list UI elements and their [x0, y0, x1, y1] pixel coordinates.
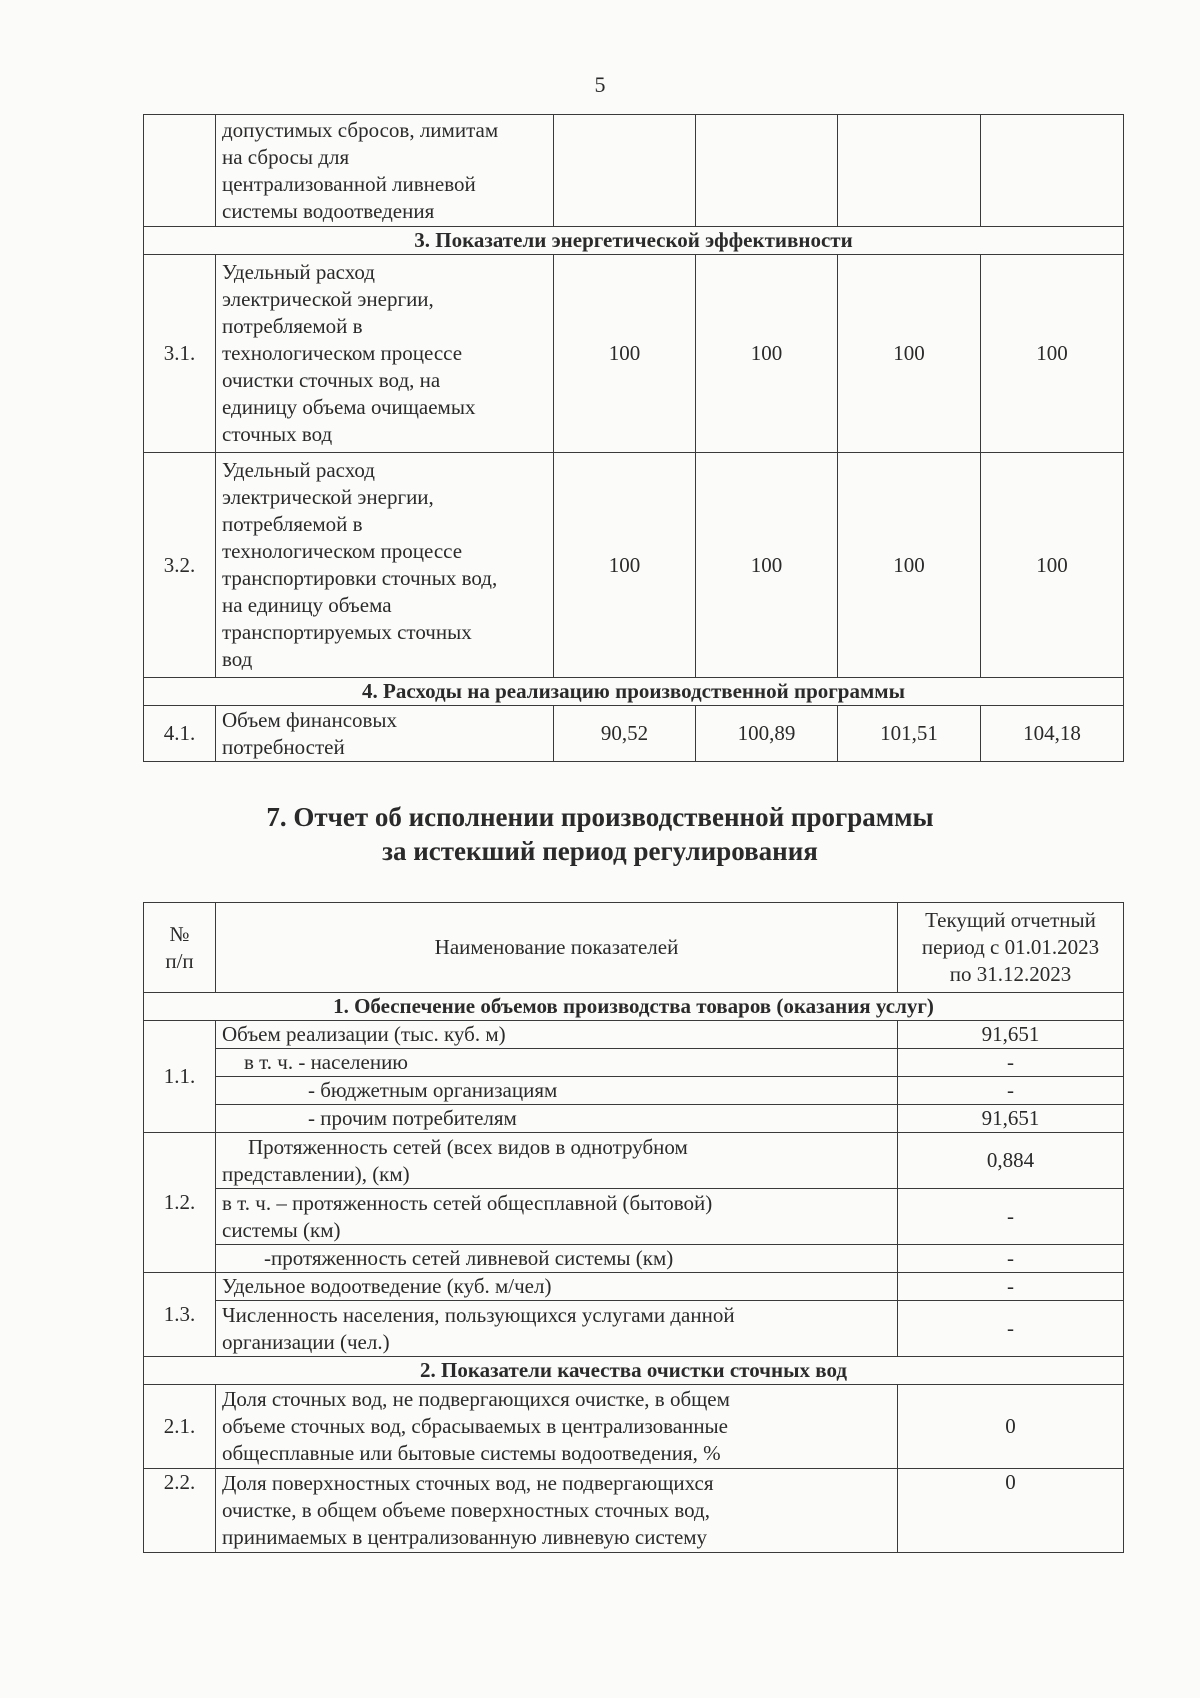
- table-row: 1.2. Протяженность сетей (всех видов в однотрубном представлении), (км) 0,884: [144, 1133, 1124, 1189]
- table-row: Численность населения, пользующихся услугами данной организации (чел.) -: [144, 1301, 1124, 1357]
- table-header-row: № п/п Наименование показателей Текущий отчетный период с 01.01.2023 по 31.12.2023: [144, 903, 1124, 993]
- section-2-title: 2. Показатели качества очистки сточных вод: [144, 1357, 1124, 1385]
- page-number: 5: [594, 72, 606, 97]
- table-row: 2.2. Доля поверхностных сточных вод, не подвергающихся очистке, в общем объеме поверхностных сточных вод, принимаемых в централизованную ливневую систему 0: [144, 1469, 1124, 1553]
- indicators-table-continued: [143, 114, 1124, 762]
- table-row: 3.2. Удельный расход электрической энергии, потребляемой в технологическом процессе транспортировки сточных вод, на единицу объема транспортируемых сточных вод 100 100 100 100: [144, 453, 1124, 678]
- report-table: [143, 902, 1124, 1553]
- table-row: - прочим потребителям 91,651: [144, 1105, 1124, 1133]
- table-row: - бюджетным организациям -: [144, 1077, 1124, 1105]
- table-row: 1.1. Объем реализации (тыс. куб. м) 91,651: [144, 1021, 1124, 1049]
- section-7-heading: 7. Отчет об исполнении производственной программы за истекший период регулирования: [266, 802, 934, 866]
- section-4-title: 4. Расходы на реализацию производственной программы: [144, 678, 1124, 706]
- empty-cell: [144, 115, 216, 227]
- table-row: 1.3. Удельное водоотведение (куб. м/чел) -: [144, 1273, 1124, 1301]
- table-row: в т. ч. - населению -: [144, 1049, 1124, 1077]
- section-3-title: 3. Показатели энергетической эффективности: [144, 227, 1124, 255]
- table-row: в т. ч. – протяженность сетей общесплавной (бытовой) системы (км) -: [144, 1189, 1124, 1245]
- table-row: 3.1. Удельный расход электрической энергии, потребляемой в технологическом процессе очистки сточных вод, на единицу объема очищаемых сточных вод 100 100 100 100: [144, 255, 1124, 453]
- table-row: -протяженность сетей ливневой системы (км) -: [144, 1245, 1124, 1273]
- table-row: 4.1. Объем финансовых потребностей 90,52 100,89 101,51 104,18: [144, 706, 1124, 762]
- carry-over-text: допустимых сбросов, лимитам на сбросы для централизованной ливневой системы водоотведения: [216, 115, 554, 227]
- section-1-title: 1. Обеспечение объемов производства товаров (оказания услуг): [144, 993, 1124, 1021]
- table-row: 2.1. Доля сточных вод, не подвергающихся очистке, в общем объеме сточных вод, сбрасываемых в централизованные общесплавные или бытовые системы водоотведения, % 0: [144, 1385, 1124, 1469]
